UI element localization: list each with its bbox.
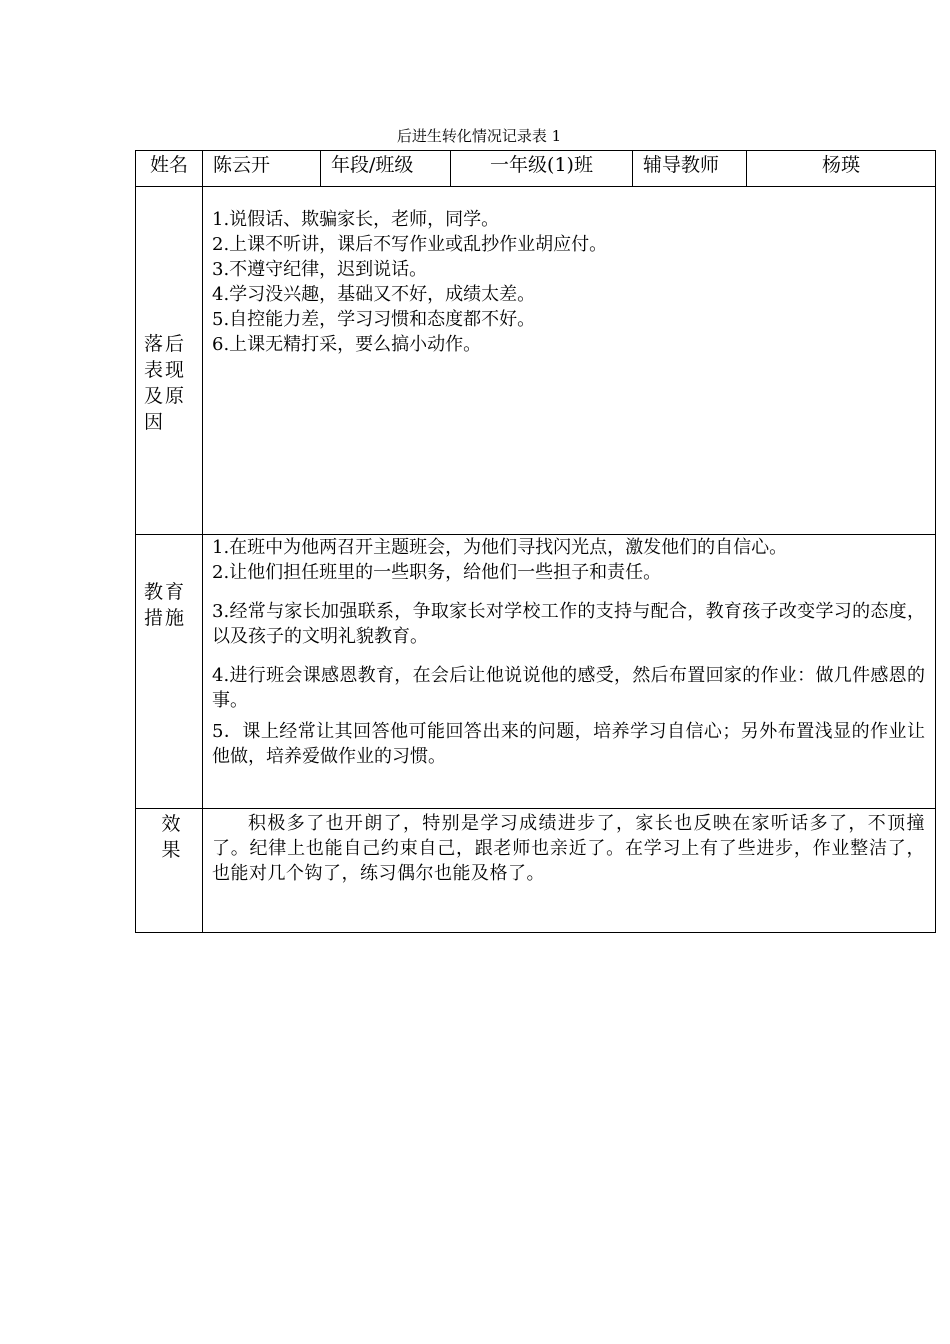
spacer xyxy=(212,585,925,599)
document-title: 后进生转化情况记录表 1 xyxy=(396,127,562,145)
behind-item: 5.自控能力差，学习习惯和态度都不好。 xyxy=(212,309,536,330)
effect-row xyxy=(136,809,936,933)
effect-label-text: 效果 xyxy=(161,813,181,861)
measure-item: 3.经常与家长加强联系，争取家长对学校工作的支持与配合，教育孩子改变学习的态度，以及孩子的文明礼貌教育。 xyxy=(212,601,925,647)
behind-label xyxy=(136,187,203,535)
measure-item: 2.让他们担任班里的一些职务，给他们一些担子和责任。 xyxy=(212,562,662,583)
behind-item: 2.上课不听讲，课后不写作业或乱抄作业胡应付。 xyxy=(212,234,608,255)
measures-content xyxy=(203,535,936,809)
behind-item: 6.上课无精打采，要么搞小动作。 xyxy=(212,334,482,355)
teacher-value: 杨瑛 xyxy=(747,151,936,187)
measures-row xyxy=(136,535,936,809)
header-row xyxy=(136,151,936,187)
name-value: 陈云开 xyxy=(203,151,321,187)
effect-label xyxy=(136,809,203,933)
effect-text: 积极多了也开朗了，特别是学习成绩进步了，家长也反映在家听话多了，不顶撞了。纪律上也能自己约束自己，跟老师也亲近了。在学习上有了些进步，作业整洁了，也能对几个钩了，练习偶尔也能及格了。 xyxy=(212,813,925,884)
behind-item: 4.学习没兴趣，基础又不好，成绩太差。 xyxy=(212,284,536,305)
behind-content xyxy=(203,187,936,535)
measure-item: 5．课上经常让其回答他可能回答出来的问题，培养学习自信心；另外布置浅显的作业让他做，培养爱做作业的习惯。 xyxy=(212,721,925,767)
spacer xyxy=(212,649,925,663)
behind-row xyxy=(136,187,936,535)
behind-label-text: 落后表现及原因 xyxy=(144,333,187,433)
measures-label-text: 教育措施 xyxy=(144,581,187,629)
measures-label xyxy=(136,535,203,809)
record-table xyxy=(135,150,936,933)
grade-label: 年段/班级 xyxy=(321,151,451,187)
behind-item: 1.说假话、欺骗家长，老师，同学。 xyxy=(212,209,500,230)
effect-content xyxy=(203,809,936,933)
measure-item: 4.进行班会课感恩教育，在会后让他说说他的感受，然后布置回家的作业：做几件感恩的事。 xyxy=(212,665,925,711)
grade-value: 一年级(1)班 xyxy=(451,151,633,187)
behind-item: 3.不遵守纪律，迟到说话。 xyxy=(212,259,428,280)
name-label: 姓名 xyxy=(136,151,203,187)
teacher-label: 辅导教师 xyxy=(633,151,747,187)
measure-item: 1.在班中为他两召开主题班会，为他们寻找闪光点，激发他们的自信心。 xyxy=(212,537,788,558)
